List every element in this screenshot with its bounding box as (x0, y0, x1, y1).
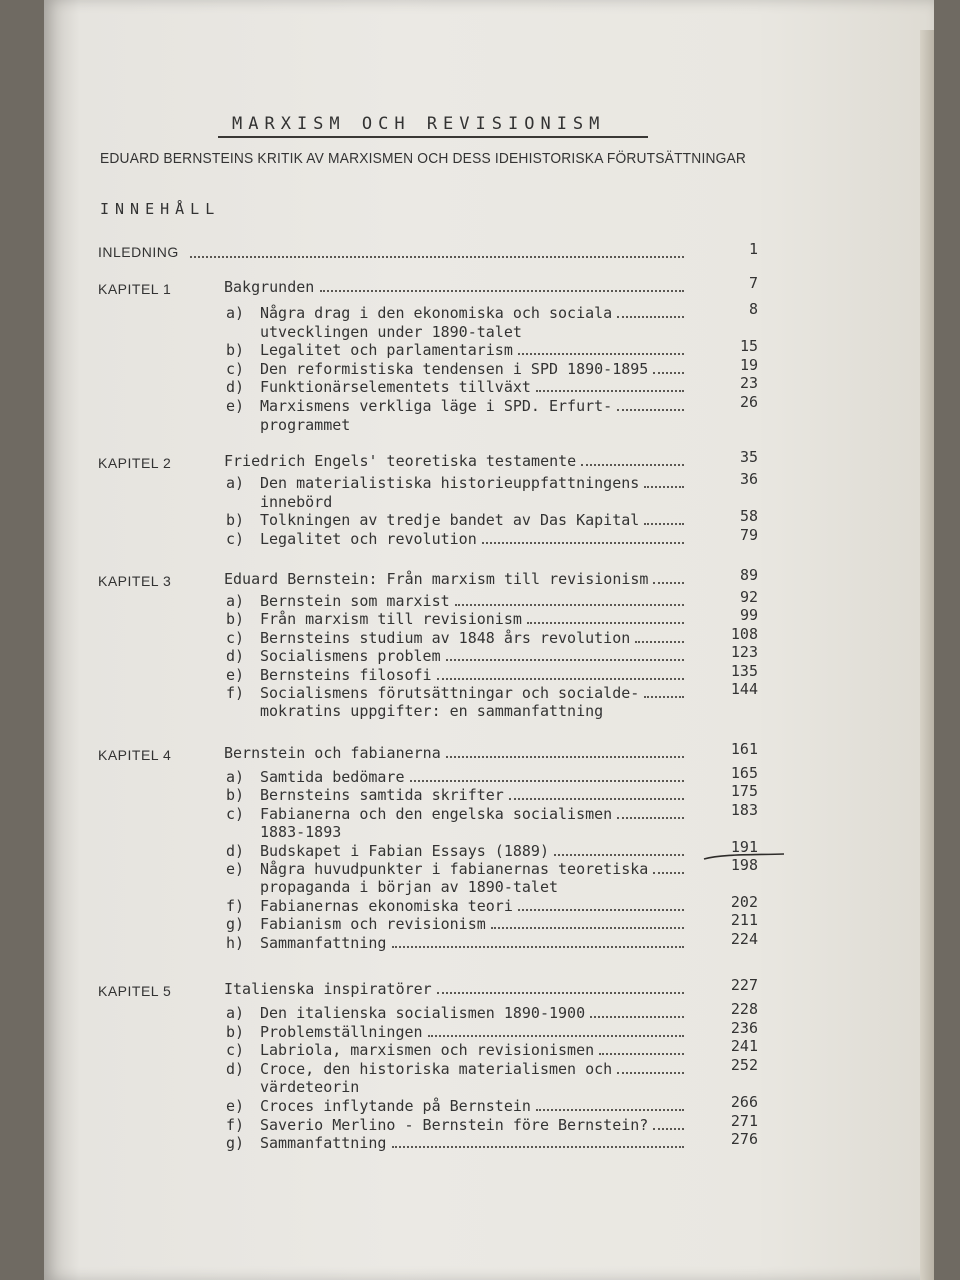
section-title-line: programmet (260, 415, 351, 434)
section-leader-dots (644, 523, 684, 525)
section-leader-dots (518, 909, 684, 911)
chapter-page-number: 35 (739, 448, 758, 466)
section-leader-dots (536, 1109, 684, 1111)
section-leader-dots (482, 542, 684, 544)
section-leader-dots (635, 641, 684, 643)
section-leader-dots (644, 486, 684, 488)
section-title-line: mokratins uppgifter: en sammanfattning (260, 702, 604, 721)
section-title-line: Budskapet i Fabian Essays (1889) (260, 841, 549, 860)
section-letter: c) (226, 628, 245, 647)
section-title-line: Den italienska socialismen 1890-1900 (260, 1004, 586, 1022)
section-page-number: 26 (739, 393, 758, 411)
section-leader-dots (410, 780, 684, 782)
section-title-line: Socialismens problem (260, 647, 441, 666)
section-title-line: Croces inflytande på Bernstein (260, 1097, 531, 1115)
section-letter: e) (226, 1097, 245, 1115)
section-leader-dots (617, 1072, 684, 1074)
section-title-line: Bernsteins filosofi (260, 665, 432, 684)
section-title-line: Marxismens verkliga läge i SPD. Erfurt- (260, 397, 613, 415)
section-page-number: 198 (730, 856, 758, 874)
intro-page-number: 1 (748, 240, 758, 258)
section-page-number: 108 (730, 624, 758, 643)
title-underline (218, 136, 648, 138)
section-leader-dots (428, 1035, 684, 1037)
section-page-number: 211 (730, 911, 758, 930)
section-page-number: 23 (739, 374, 758, 393)
section-leader-dots (653, 372, 684, 374)
section-letter: b) (226, 511, 245, 530)
section-page-number: 79 (739, 525, 758, 544)
section-title-line: utvecklingen under 1890-talet (260, 322, 522, 341)
section-page-number: 228 (730, 1000, 758, 1018)
section-leader-dots (455, 604, 684, 606)
section-leader-dots (644, 696, 684, 698)
section-page-number: 19 (739, 355, 758, 374)
section-title-line: Fabianernas ekonomiska teori (260, 896, 513, 915)
section-title-line: Från marxism till revisionism (260, 610, 522, 629)
section-title-line: Fabianism och revisionism (260, 915, 486, 934)
section-leader-dots (509, 798, 684, 800)
section-title-line: Legalitet och revolution (260, 529, 477, 548)
section-letter: d) (226, 841, 245, 860)
section-page-number: 99 (739, 606, 758, 625)
chapter-title: Friedrich Engels' teoretiska testamente (224, 452, 577, 470)
section-title-line: Sammanfattning (260, 1134, 387, 1153)
section-leader-dots (590, 1016, 684, 1018)
section-page-number: 183 (730, 800, 758, 819)
section-leader-dots (653, 1128, 684, 1130)
section-title-line: Den materialistiska historieuppfattningens (260, 474, 640, 492)
section-title-line: propaganda i början av 1890-talet (260, 878, 559, 897)
section-letter: e) (226, 665, 245, 684)
section-title-line: Några huvudpunkter i fabianernas teoretiska (260, 860, 649, 878)
section-title-line: Labriola, marxismen och revisionismen (260, 1041, 595, 1060)
section-leader-dots (518, 353, 684, 355)
section-letter: g) (226, 915, 245, 934)
section-page-number: 15 (739, 337, 758, 356)
section-page-number: 135 (730, 661, 758, 680)
section-title-line: Croce, den historiska materialismen och (260, 1059, 613, 1078)
section-title-line: Legalitet och parlamentarism (260, 341, 513, 360)
chapter-label: KAPITEL 4 (98, 747, 172, 763)
section-letter: b) (226, 610, 245, 629)
section-leader-dots (617, 409, 684, 411)
document-subtitle: EDUARD BERNSTEINS KRITIK AV MARXISMEN OCH DESS IDEHISTORISKA FÖRUTSÄTTNINGAR (100, 150, 747, 167)
intro-leader-dots (190, 256, 684, 258)
section-letter: b) (226, 1022, 245, 1041)
chapter-leader-dots (653, 582, 684, 584)
section-leader-dots (617, 316, 684, 318)
section-letter: h) (226, 933, 245, 952)
section-leader-dots (617, 817, 684, 819)
section-letter: d) (226, 647, 245, 666)
section-letter: b) (226, 786, 245, 805)
section-letter: d) (226, 378, 245, 397)
page-edge (920, 30, 934, 1280)
chapter-leader-dots (581, 464, 684, 466)
section-title-line: Bernsteins studium av 1848 års revolution (260, 628, 631, 647)
chapter-page-number: 7 (748, 274, 758, 292)
chapter-label: KAPITEL 2 (98, 455, 172, 471)
section-letter: f) (226, 896, 245, 915)
section-letter: a) (226, 1004, 245, 1022)
section-letter: f) (226, 684, 245, 702)
chapter-leader-dots (437, 992, 684, 994)
chapter-leader-dots (320, 290, 684, 292)
section-leader-dots (554, 854, 684, 856)
section-letter: d) (226, 1059, 245, 1078)
section-leader-dots (437, 678, 684, 680)
section-page-number: 236 (730, 1018, 758, 1037)
section-letter: c) (226, 529, 245, 548)
section-leader-dots (446, 659, 684, 661)
section-title-line: Sammanfattning (260, 933, 387, 952)
section-leader-dots (527, 622, 684, 624)
chapter-page-number: 227 (730, 976, 758, 994)
section-page-number: 202 (730, 892, 758, 911)
chapter-title: Bernstein och fabianerna (224, 744, 441, 762)
section-title-line: Bernsteins samtida skrifter (260, 786, 504, 805)
section-leader-dots (536, 390, 684, 392)
section-title-line: Samtida bedömare (260, 768, 405, 786)
section-page-number: 8 (748, 300, 758, 318)
section-title-line: Den reformistiska tendensen i SPD 1890-1895 (260, 359, 649, 378)
section-title-line: Socialismens förutsättningar och socialde- (260, 684, 640, 702)
section-page-number: 252 (730, 1055, 758, 1074)
pen-underline-mark (702, 852, 786, 862)
section-page-number: 191 (730, 837, 758, 856)
section-page-number: 58 (739, 507, 758, 526)
section-title-line: Saverio Merlino - Bernstein före Bernstein? (260, 1115, 649, 1134)
chapter-title: Bakgrunden (224, 278, 315, 296)
section-page-number: 36 (739, 470, 758, 488)
contents-heading: INNEHÅLL (100, 200, 221, 218)
section-leader-dots (653, 872, 684, 874)
section-leader-dots (392, 946, 684, 948)
chapter-title: Eduard Bernstein: Från marxism till revisionism (224, 570, 649, 588)
section-letter: c) (226, 1041, 245, 1060)
section-title-line: Funktionärselementets tillväxt (260, 378, 531, 397)
section-page-number: 175 (730, 782, 758, 801)
section-title-line: innebörd (260, 492, 333, 511)
chapter-label: KAPITEL 3 (98, 573, 172, 589)
section-page-number: 123 (730, 643, 758, 662)
section-page-number: 241 (730, 1037, 758, 1056)
section-page-number: 276 (730, 1130, 758, 1149)
section-letter: g) (226, 1134, 245, 1153)
section-page-number: 271 (730, 1111, 758, 1130)
section-title-line: Några drag i den ekonomiska och sociala (260, 304, 613, 322)
section-letter: e) (226, 397, 245, 415)
section-letter: c) (226, 359, 245, 378)
section-title-line: Problemställningen (260, 1022, 423, 1041)
chapter-title: Italienska inspiratörer (224, 980, 432, 998)
section-letter: a) (226, 592, 245, 610)
section-title-line: Bernstein som marxist (260, 592, 450, 610)
chapter-leader-dots (446, 756, 684, 758)
intro-label: INLEDNING (98, 244, 179, 260)
section-leader-dots (392, 1146, 684, 1148)
chapter-label: KAPITEL 5 (98, 983, 172, 999)
section-title-line: 1883-1893 (260, 823, 342, 842)
section-page-number: 165 (730, 764, 758, 782)
section-letter: a) (226, 474, 245, 492)
section-letter: a) (226, 304, 245, 322)
section-page-number: 266 (730, 1093, 758, 1111)
chapter-label: KAPITEL 1 (98, 281, 172, 297)
section-letter: e) (226, 860, 245, 878)
section-letter: a) (226, 768, 245, 786)
document-title: MARXISM OCH REVISIONISM (232, 114, 606, 134)
section-letter: c) (226, 804, 245, 823)
section-page-number: 92 (739, 588, 758, 606)
section-letter: f) (226, 1115, 245, 1134)
section-letter: b) (226, 341, 245, 360)
section-title-line: Fabianerna och den engelska socialismen (260, 804, 613, 823)
section-title-line: värdeteorin (260, 1078, 360, 1097)
chapter-page-number: 89 (739, 566, 758, 584)
section-leader-dots (491, 927, 684, 929)
chapter-page-number: 161 (730, 740, 758, 758)
section-page-number: 144 (730, 680, 758, 698)
section-page-number: 224 (730, 929, 758, 948)
section-title-line: Tolkningen av tredje bandet av Das Kapital (260, 511, 640, 530)
section-leader-dots (599, 1053, 684, 1055)
